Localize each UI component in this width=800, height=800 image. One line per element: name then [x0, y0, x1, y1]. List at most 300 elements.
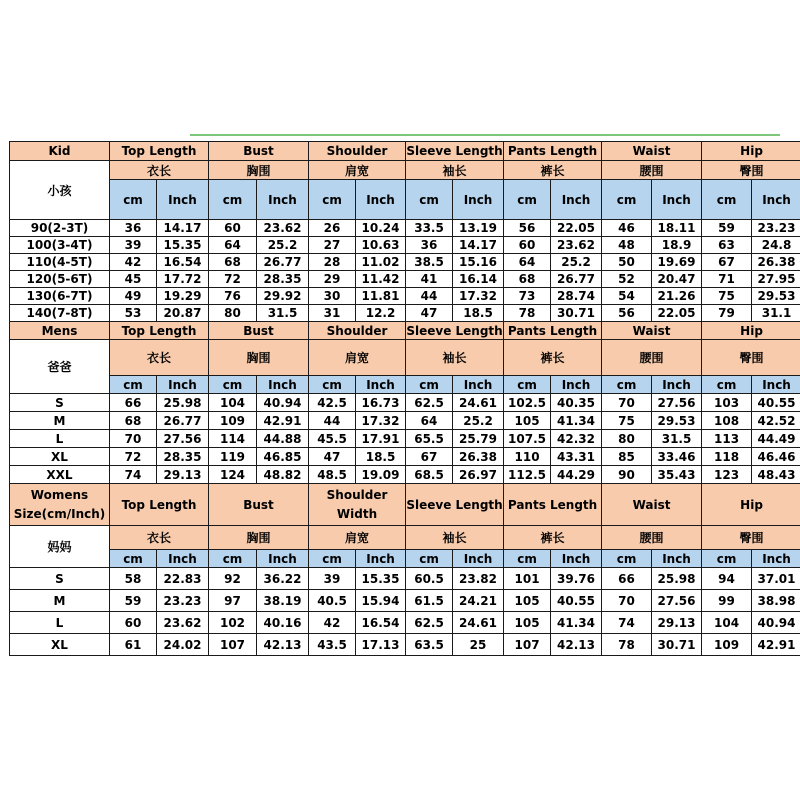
- womens-value-cell: 22.83: [157, 568, 209, 590]
- womens-value-cell: 92: [209, 568, 257, 590]
- womens-value-cell: 27.56: [652, 590, 702, 612]
- kid-unit-row: [10, 180, 800, 220]
- kid-header-cell: Top Length: [110, 142, 209, 161]
- womens-value-cell: 74: [602, 612, 652, 634]
- womens-unit-cm: cm: [504, 550, 551, 568]
- mens-value-cell: 123: [702, 466, 752, 484]
- womens-value-cell: 104: [702, 612, 752, 634]
- womens-value-cell: 23.23: [157, 590, 209, 612]
- womens-size-label: L: [10, 612, 110, 634]
- womens-value-cell: 58: [110, 568, 157, 590]
- mens-value-cell: 26.97: [453, 466, 504, 484]
- mens-value-cell: 19.09: [356, 466, 406, 484]
- mens-value-cell: 31.5: [652, 430, 702, 448]
- womens-unit-cm: cm: [309, 550, 356, 568]
- mens-value-cell: 112.5: [504, 466, 551, 484]
- womens-unit-row: [10, 550, 800, 568]
- mens-value-cell: 102.5: [504, 394, 551, 412]
- mens-unit-cm: cm: [309, 376, 356, 394]
- womens-value-cell: 39: [309, 568, 356, 590]
- mens-header-cell: Pants Length: [504, 322, 602, 340]
- kid-value-cell: 16.14: [453, 271, 504, 288]
- mens-value-cell: 118: [702, 448, 752, 466]
- mens-value-cell: 42.5: [309, 394, 356, 412]
- mens-value-cell: 33.46: [652, 448, 702, 466]
- mens-size-label: L: [10, 430, 110, 448]
- kid-value-cell: 31: [309, 305, 356, 322]
- womens-value-cell: 60: [110, 612, 157, 634]
- kid-unit-cm: cm: [602, 180, 652, 220]
- womens-value-cell: 66: [602, 568, 652, 590]
- kid-value-cell: 78: [504, 305, 551, 322]
- kid-value-cell: 79: [702, 305, 752, 322]
- mens-unit-cm: cm: [209, 376, 257, 394]
- mens-value-cell: 44: [309, 412, 356, 430]
- kid-value-cell: 56: [602, 305, 652, 322]
- kid-value-cell: 46: [602, 220, 652, 237]
- kid-value-cell: 26.77: [257, 254, 309, 271]
- womens-header-cell: Hip: [702, 484, 800, 526]
- mens-value-cell: 48.43: [752, 466, 800, 484]
- kid-value-cell: 28.74: [551, 288, 602, 305]
- mens-value-cell: 46.46: [752, 448, 800, 466]
- mens-value-cell: 27.56: [157, 430, 209, 448]
- kid-value-cell: 30: [309, 288, 356, 305]
- womens-value-cell: 24.21: [453, 590, 504, 612]
- mens-size-label: M: [10, 412, 110, 430]
- kid-value-cell: 29.53: [752, 288, 800, 305]
- womens-value-cell: 41.34: [551, 612, 602, 634]
- kid-size-label: 130(6-7T): [10, 288, 110, 305]
- kid-value-cell: 20.47: [652, 271, 702, 288]
- womens-value-cell: 42.13: [257, 634, 309, 656]
- mens-unit-cm: cm: [702, 376, 752, 394]
- kid-value-cell: 33.5: [406, 220, 453, 237]
- mens-value-cell: 17.32: [356, 412, 406, 430]
- kid-value-cell: 22.05: [551, 220, 602, 237]
- womens-value-cell: 107: [504, 634, 551, 656]
- kid-unit-inch: Inch: [652, 180, 702, 220]
- mens-value-cell: 72: [110, 448, 157, 466]
- mens-value-cell: 43.31: [551, 448, 602, 466]
- mens-value-cell: 104: [209, 394, 257, 412]
- mens-cn-header: 袖长: [406, 340, 504, 376]
- mens-cn-header: 腰围: [602, 340, 702, 376]
- mens-value-cell: 42.32: [551, 430, 602, 448]
- mens-value-cell: 124: [209, 466, 257, 484]
- womens-value-cell: 16.54: [356, 612, 406, 634]
- mens-unit-inch: Inch: [356, 376, 406, 394]
- kid-value-cell: 59: [702, 220, 752, 237]
- kid-value-cell: 27.95: [752, 271, 800, 288]
- kid-header-cell: Pants Length: [504, 142, 602, 161]
- kid-size-label: 140(7-8T): [10, 305, 110, 322]
- mens-value-cell: 17.91: [356, 430, 406, 448]
- kid-value-cell: 11.42: [356, 271, 406, 288]
- womens-value-cell: 105: [504, 612, 551, 634]
- kid-value-cell: 16.54: [157, 254, 209, 271]
- womens-value-cell: 61: [110, 634, 157, 656]
- mens-cn-header: 臀围: [702, 340, 800, 376]
- womens-cn-label: 妈妈: [10, 526, 110, 568]
- mens-value-cell: 46.85: [257, 448, 309, 466]
- mens-value-cell: 66: [110, 394, 157, 412]
- mens-value-cell: 16.73: [356, 394, 406, 412]
- womens-header-cell: Pants Length: [504, 484, 602, 526]
- kid-unit-inch: Inch: [257, 180, 309, 220]
- womens-header-cell: Bust: [209, 484, 309, 526]
- womens-unit-inch: Inch: [356, 550, 406, 568]
- kid-header-cell: Shoulder: [309, 142, 406, 161]
- table-row: [10, 466, 800, 484]
- table-row: [10, 237, 800, 254]
- kid-unit-cm: cm: [504, 180, 551, 220]
- table-row: [10, 220, 800, 237]
- womens-value-cell: 40.55: [551, 590, 602, 612]
- kid-value-cell: 48: [602, 237, 652, 254]
- kid-value-cell: 10.63: [356, 237, 406, 254]
- kid-cn-header: 衣长: [110, 161, 209, 180]
- kid-value-cell: 60: [209, 220, 257, 237]
- kid-value-cell: 72: [209, 271, 257, 288]
- kid-value-cell: 10.24: [356, 220, 406, 237]
- kid-value-cell: 18.9: [652, 237, 702, 254]
- womens-header-cell: Shoulder Width: [309, 484, 406, 526]
- womens-value-cell: 23.82: [453, 568, 504, 590]
- kid-cn-header: 裤长: [504, 161, 602, 180]
- kid-value-cell: 18.5: [453, 305, 504, 322]
- womens-value-cell: 60.5: [406, 568, 453, 590]
- womens-cn-header: 衣长: [110, 526, 209, 550]
- kid-value-cell: 22.05: [652, 305, 702, 322]
- womens-value-cell: 24.61: [453, 612, 504, 634]
- womens-value-cell: 15.94: [356, 590, 406, 612]
- kid-value-cell: 23.23: [752, 220, 800, 237]
- mens-value-cell: 90: [602, 466, 652, 484]
- kid-value-cell: 67: [702, 254, 752, 271]
- mens-value-cell: 40.94: [257, 394, 309, 412]
- mens-value-cell: 24.61: [453, 394, 504, 412]
- mens-cn-label: 爸爸: [10, 340, 110, 394]
- womens-value-cell: 38.98: [752, 590, 800, 612]
- mens-value-cell: 25.98: [157, 394, 209, 412]
- mens-unit-cm: cm: [602, 376, 652, 394]
- kid-header-row: [10, 142, 800, 161]
- kid-value-cell: 28: [309, 254, 356, 271]
- womens-unit-inch: Inch: [257, 550, 309, 568]
- kid-value-cell: 25.2: [257, 237, 309, 254]
- kid-header-cell: Bust: [209, 142, 309, 161]
- womens-value-cell: 38.19: [257, 590, 309, 612]
- size-chart-table: [9, 141, 800, 656]
- womens-value-cell: 59: [110, 590, 157, 612]
- mens-value-cell: 65.5: [406, 430, 453, 448]
- table-row: [10, 288, 800, 305]
- mens-unit-inch: Inch: [652, 376, 702, 394]
- womens-value-cell: 17.13: [356, 634, 406, 656]
- kid-value-cell: 39: [110, 237, 157, 254]
- womens-value-cell: 61.5: [406, 590, 453, 612]
- mens-unit-inch: Inch: [752, 376, 800, 394]
- kid-value-cell: 31.1: [752, 305, 800, 322]
- kid-value-cell: 63: [702, 237, 752, 254]
- kid-cn-header: 胸围: [209, 161, 309, 180]
- womens-cn-header: 腰围: [602, 526, 702, 550]
- mens-size-label: XXL: [10, 466, 110, 484]
- mens-value-cell: 18.5: [356, 448, 406, 466]
- mens-unit-inch: Inch: [157, 376, 209, 394]
- kid-value-cell: 18.11: [652, 220, 702, 237]
- womens-size-label: S: [10, 568, 110, 590]
- mens-unit-inch: Inch: [453, 376, 504, 394]
- mens-value-cell: 68.5: [406, 466, 453, 484]
- mens-unit-inch: Inch: [551, 376, 602, 394]
- kid-cn-label: 小孩: [10, 161, 110, 220]
- womens-value-cell: 40.5: [309, 590, 356, 612]
- kid-value-cell: 38.5: [406, 254, 453, 271]
- mens-value-cell: 103: [702, 394, 752, 412]
- womens-unit-cm: cm: [702, 550, 752, 568]
- mens-value-cell: 42.91: [257, 412, 309, 430]
- kid-value-cell: 28.35: [257, 271, 309, 288]
- womens-value-cell: 109: [702, 634, 752, 656]
- mens-cn-header: 衣长: [110, 340, 209, 376]
- kid-value-cell: 41: [406, 271, 453, 288]
- kid-size-label: 90(2-3T): [10, 220, 110, 237]
- womens-value-cell: 25: [453, 634, 504, 656]
- kid-value-cell: 19.29: [157, 288, 209, 305]
- mens-value-cell: 29.53: [652, 412, 702, 430]
- kid-unit-cm: cm: [110, 180, 157, 220]
- kid-value-cell: 30.71: [551, 305, 602, 322]
- womens-value-cell: 30.71: [652, 634, 702, 656]
- kid-size-label: 110(4-5T): [10, 254, 110, 271]
- womens-cn-header: 胸围: [209, 526, 309, 550]
- womens-header-row: [10, 484, 800, 526]
- kid-value-cell: 23.62: [551, 237, 602, 254]
- kid-value-cell: 13.19: [453, 220, 504, 237]
- kid-value-cell: 20.87: [157, 305, 209, 322]
- kid-value-cell: 56: [504, 220, 551, 237]
- womens-cn-header: 袖长: [406, 526, 504, 550]
- womens-header-cell: Top Length: [110, 484, 209, 526]
- womens-unit-inch: Inch: [551, 550, 602, 568]
- table-row: [10, 394, 800, 412]
- table-row: [10, 430, 800, 448]
- mens-value-cell: 44.88: [257, 430, 309, 448]
- table-row: [10, 568, 800, 590]
- kid-value-cell: 11.81: [356, 288, 406, 305]
- womens-value-cell: 99: [702, 590, 752, 612]
- mens-value-cell: 26.77: [157, 412, 209, 430]
- womens-value-cell: 40.94: [752, 612, 800, 634]
- womens-unit-cm: cm: [406, 550, 453, 568]
- mens-cn-row: [10, 340, 800, 376]
- kid-header-cell: Sleeve Length: [406, 142, 504, 161]
- mens-header-cell: Shoulder: [309, 322, 406, 340]
- table-row: [10, 634, 800, 656]
- kid-value-cell: 26.77: [551, 271, 602, 288]
- womens-cn-row: [10, 526, 800, 550]
- kid-value-cell: 60: [504, 237, 551, 254]
- mens-value-cell: 25.79: [453, 430, 504, 448]
- mens-value-cell: 110: [504, 448, 551, 466]
- mens-value-cell: 70: [110, 430, 157, 448]
- kid-value-cell: 68: [504, 271, 551, 288]
- mens-value-cell: 44.49: [752, 430, 800, 448]
- mens-unit-cm: cm: [406, 376, 453, 394]
- kid-size-label: 100(3-4T): [10, 237, 110, 254]
- kid-value-cell: 29: [309, 271, 356, 288]
- kid-value-cell: 64: [209, 237, 257, 254]
- kid-value-cell: 47: [406, 305, 453, 322]
- kid-value-cell: 71: [702, 271, 752, 288]
- kid-value-cell: 73: [504, 288, 551, 305]
- kid-value-cell: 19.69: [652, 254, 702, 271]
- kid-cn-header: 袖长: [406, 161, 504, 180]
- womens-value-cell: 25.98: [652, 568, 702, 590]
- kid-value-cell: 14.17: [453, 237, 504, 254]
- mens-header-cell: Sleeve Length: [406, 323, 503, 338]
- mens-value-cell: 44.29: [551, 466, 602, 484]
- kid-value-cell: 26: [309, 220, 356, 237]
- mens-value-cell: 70: [602, 394, 652, 412]
- mens-value-cell: 29.13: [157, 466, 209, 484]
- table-row: [10, 271, 800, 288]
- mens-cn-header: 肩宽: [309, 340, 406, 376]
- kid-value-cell: 23.62: [257, 220, 309, 237]
- womens-value-cell: 94: [702, 568, 752, 590]
- mens-unit-row: [10, 376, 800, 394]
- kid-value-cell: 80: [209, 305, 257, 322]
- womens-value-cell: 29.13: [652, 612, 702, 634]
- kid-unit-inch: Inch: [157, 180, 209, 220]
- kid-unit-inch: Inch: [453, 180, 504, 220]
- womens-value-cell: 37.01: [752, 568, 800, 590]
- kid-cn-header: 肩宽: [309, 161, 406, 180]
- kid-value-cell: 42: [110, 254, 157, 271]
- kid-value-cell: 15.16: [453, 254, 504, 271]
- kid-value-cell: 11.02: [356, 254, 406, 271]
- mens-header-cell: Bust: [209, 322, 309, 340]
- kid-value-cell: 27: [309, 237, 356, 254]
- womens-unit-cm: cm: [209, 550, 257, 568]
- mens-title: Mens: [10, 322, 110, 340]
- mens-value-cell: 26.38: [453, 448, 504, 466]
- womens-title: Womens Size(cm/Inch): [10, 484, 110, 526]
- mens-size-label: XL: [10, 448, 110, 466]
- mens-size-label: S: [10, 394, 110, 412]
- womens-value-cell: 42.13: [551, 634, 602, 656]
- mens-value-cell: 105: [504, 412, 551, 430]
- kid-value-cell: 31.5: [257, 305, 309, 322]
- womens-value-cell: 102: [209, 612, 257, 634]
- kid-cn-header: 臀围: [702, 161, 800, 180]
- kid-title: Kid: [10, 142, 110, 161]
- womens-value-cell: 70: [602, 590, 652, 612]
- womens-value-cell: 23.62: [157, 612, 209, 634]
- mens-value-cell: 68: [110, 412, 157, 430]
- mens-value-cell: 109: [209, 412, 257, 430]
- womens-unit-inch: Inch: [453, 550, 504, 568]
- kid-value-cell: 53: [110, 305, 157, 322]
- kid-value-cell: 76: [209, 288, 257, 305]
- mens-unit-cm: cm: [110, 376, 157, 394]
- kid-value-cell: 25.2: [551, 254, 602, 271]
- table-row: [10, 590, 800, 612]
- kid-unit-inch: Inch: [356, 180, 406, 220]
- kid-unit-cm: cm: [702, 180, 752, 220]
- kid-value-cell: 36: [110, 220, 157, 237]
- size-chart-body: [10, 142, 800, 656]
- kid-value-cell: 17.72: [157, 271, 209, 288]
- womens-value-cell: 43.5: [309, 634, 356, 656]
- kid-value-cell: 12.2: [356, 305, 406, 322]
- womens-value-cell: 42: [309, 612, 356, 634]
- womens-size-label: XL: [10, 634, 110, 656]
- kid-value-cell: 26.38: [752, 254, 800, 271]
- womens-unit-cm: cm: [110, 550, 157, 568]
- kid-value-cell: 64: [504, 254, 551, 271]
- mens-value-cell: 35.43: [652, 466, 702, 484]
- kid-size-label: 120(5-6T): [10, 271, 110, 288]
- womens-value-cell: 105: [504, 590, 551, 612]
- kid-value-cell: 15.35: [157, 237, 209, 254]
- womens-value-cell: 101: [504, 568, 551, 590]
- womens-value-cell: 24.02: [157, 634, 209, 656]
- table-row: [10, 612, 800, 634]
- kid-cn-row: [10, 161, 800, 180]
- mens-value-cell: 119: [209, 448, 257, 466]
- womens-value-cell: 40.16: [257, 612, 309, 634]
- mens-header-cell: Hip: [702, 322, 800, 340]
- womens-value-cell: 97: [209, 590, 257, 612]
- mens-value-cell: 80: [602, 430, 652, 448]
- mens-value-cell: 75: [602, 412, 652, 430]
- kid-value-cell: 29.92: [257, 288, 309, 305]
- mens-value-cell: 40.35: [551, 394, 602, 412]
- mens-value-cell: 62.5: [406, 394, 453, 412]
- mens-value-cell: 45.5: [309, 430, 356, 448]
- mens-value-cell: 40.55: [752, 394, 800, 412]
- mens-value-cell: 28.35: [157, 448, 209, 466]
- mens-cn-header: 裤长: [504, 340, 602, 376]
- mens-header-cell: Top Length: [110, 322, 209, 340]
- kid-unit-cm: cm: [209, 180, 257, 220]
- table-row: [10, 305, 800, 322]
- kid-unit-cm: cm: [406, 180, 453, 220]
- womens-header-cell: Waist: [602, 484, 702, 526]
- mens-header-cell: Waist: [602, 322, 702, 340]
- table-row: [10, 254, 800, 271]
- mens-value-cell: 48.82: [257, 466, 309, 484]
- kid-value-cell: 14.17: [157, 220, 209, 237]
- table-row: [10, 412, 800, 430]
- kid-cn-header: 腰围: [602, 161, 702, 180]
- kid-value-cell: 21.26: [652, 288, 702, 305]
- mens-value-cell: 41.34: [551, 412, 602, 430]
- mens-value-cell: 67: [406, 448, 453, 466]
- womens-cn-header: 臀围: [702, 526, 800, 550]
- mens-value-cell: 25.2: [453, 412, 504, 430]
- kid-value-cell: 44: [406, 288, 453, 305]
- mens-value-cell: 85: [602, 448, 652, 466]
- kid-value-cell: 36: [406, 237, 453, 254]
- kid-header-cell: Hip: [702, 142, 800, 161]
- mens-value-cell: 74: [110, 466, 157, 484]
- mens-value-cell: 107.5: [504, 430, 551, 448]
- kid-unit-inch: Inch: [752, 180, 800, 220]
